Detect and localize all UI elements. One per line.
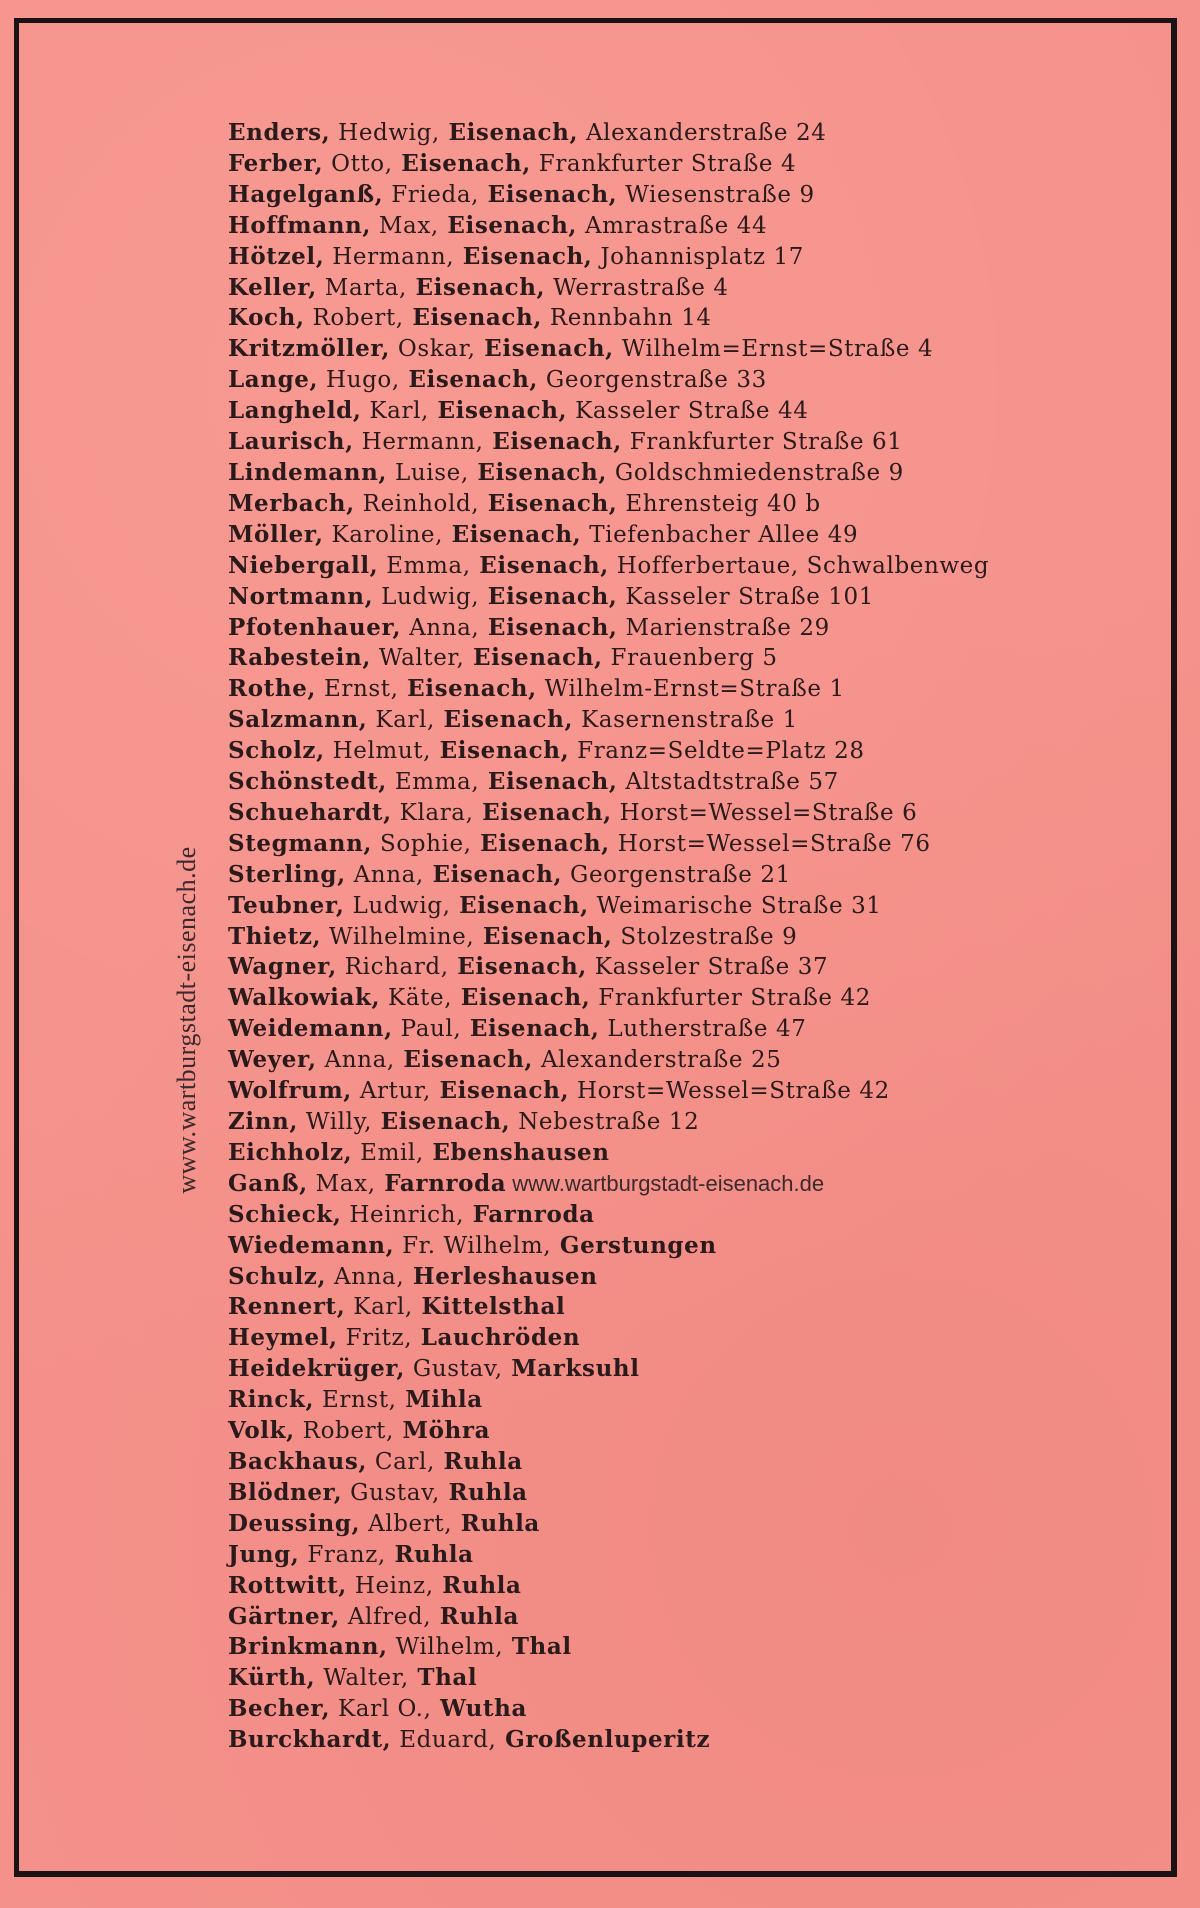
list-item: Kritzmöller, Oskar, Eisenach, Wilhelm=Ernst=Straße 4 [228, 335, 934, 363]
list-item: Pfotenhauer, Anna, Eisenach, Marienstraße 29 [228, 613, 830, 641]
list-item: Gärtner, Alfred, Ruhla [228, 1602, 519, 1630]
list-item: Lindemann, Luise, Eisenach, Goldschmiedenstraße 9 [228, 458, 904, 486]
list-item: Backhaus, Carl, Ruhla [228, 1447, 523, 1475]
list-item: Burckhardt, Eduard, Großenluperitz [228, 1726, 711, 1754]
list-item: Schulz, Anna, Herleshausen [228, 1262, 598, 1290]
inline-watermark: www.wartburgstadt-eisenach.de [512, 1170, 825, 1196]
list-item: Weyer, Anna, Eisenach, Alexanderstraße 25 [228, 1046, 782, 1074]
list-item: Heidekrüger, Gustav, Marksuhl [228, 1355, 640, 1383]
list-item: Hoffmann, Max, Eisenach, Amrastraße 44 [228, 211, 768, 239]
list-item: Nortmann, Ludwig, Eisenach, Kasseler Straße 101 [228, 582, 875, 610]
list-item: Rottwitt, Heinz, Ruhla [228, 1571, 522, 1599]
list-item: Schieck, Heinrich, Farnroda [228, 1200, 595, 1228]
list-item: Volk, Robert, Möhra [228, 1417, 491, 1445]
name-address-list [228, 118, 1128, 1756]
list-item: Laurisch, Hermann, Eisenach, Frankfurter Straße 61 [228, 428, 903, 456]
list-item: Heymel, Fritz, Lauchröden [228, 1324, 581, 1352]
list-item: Becher, Karl O., Wutha [228, 1695, 527, 1723]
list-item: Brinkmann, Wilhelm, Thal [228, 1633, 572, 1661]
list-item: Weidemann, Paul, Eisenach, Lutherstraße 47 [228, 1015, 807, 1043]
list-item: Niebergall, Emma, Eisenach, Hofferbertaue, Schwalbenweg [228, 551, 990, 579]
list-item: Koch, Robert, Eisenach, Rennbahn 14 [228, 304, 712, 332]
list-item: Lange, Hugo, Eisenach, Georgenstraße 33 [228, 366, 767, 394]
list-item: Hötzel, Hermann, Eisenach, Johannisplatz 17 [228, 242, 805, 270]
list-item: Wiedemann, Fr. Wilhelm, Gerstungen [228, 1231, 717, 1259]
list-item: Langheld, Karl, Eisenach, Kasseler Straße 44 [228, 397, 809, 425]
list-item: Deussing, Albert, Ruhla [228, 1509, 540, 1537]
list-item: Sterling, Anna, Eisenach, Georgenstraße 21 [228, 860, 791, 888]
list-item: Rinck, Ernst, Mihla [228, 1386, 483, 1414]
list-item: Blödner, Gustav, Ruhla [228, 1478, 528, 1506]
list-item: Teubner, Ludwig, Eisenach, Weimarische Straße 31 [228, 891, 882, 919]
list-item: Rennert, Karl, Kittelsthal [228, 1293, 566, 1321]
list-item: Jung, Franz, Ruhla [228, 1540, 474, 1568]
list-item: Stegmann, Sophie, Eisenach, Horst=Wessel=Straße 76 [228, 829, 931, 857]
list-item: Keller, Marta, Eisenach, Werrastraße 4 [228, 273, 729, 301]
list-item: Enders, Hedwig, Eisenach, Alexanderstraße 24 [228, 119, 827, 146]
list-item: Wolfrum, Artur, Eisenach, Horst=Wessel=Straße 42 [228, 1077, 890, 1105]
list-item: Hagelganß, Frieda, Eisenach, Wiesenstraße 9 [228, 180, 815, 208]
list-item: Ferber, Otto, Eisenach, Frankfurter Straße 4 [228, 149, 797, 177]
list-item: Thietz, Wilhelmine, Eisenach, Stolzestraße 9 [228, 922, 798, 950]
list-item: Ganß, Max, Farnroda www.wartburgstadt-eisenach.de [228, 1169, 825, 1197]
vertical-watermark: www.wartburgstadt-eisenach.de [172, 846, 201, 1194]
list-item: Rothe, Ernst, Eisenach, Wilhelm-Ernst=Straße 1 [228, 675, 845, 703]
list-item: Möller, Karoline, Eisenach, Tiefenbacher Allee 49 [228, 520, 859, 548]
list-item: Wagner, Richard, Eisenach, Kasseler Straße 37 [228, 953, 829, 981]
list-item: Walkowiak, Käte, Eisenach, Frankfurter Straße 42 [228, 984, 872, 1012]
list-item: Eichholz, Emil, Ebenshausen [228, 1138, 610, 1166]
list-item: Scholz, Helmut, Eisenach, Franz=Seldte=Platz 28 [228, 737, 865, 765]
list-item: Kürth, Walter, Thal [228, 1664, 478, 1692]
list-item: Rabestein, Walter, Eisenach, Frauenberg 5 [228, 644, 778, 672]
list-item: Schuehardt, Klara, Eisenach, Horst=Wessel=Straße 6 [228, 798, 918, 826]
list-item: Schönstedt, Emma, Eisenach, Altstadtstraße 57 [228, 768, 839, 796]
list-item: Zinn, Willy, Eisenach, Nebestraße 12 [228, 1108, 700, 1135]
list-item: Salzmann, Karl, Eisenach, Kasernenstraße 1 [228, 706, 798, 734]
list-item: Merbach, Reinhold, Eisenach, Ehrensteig 40 b [228, 489, 821, 517]
